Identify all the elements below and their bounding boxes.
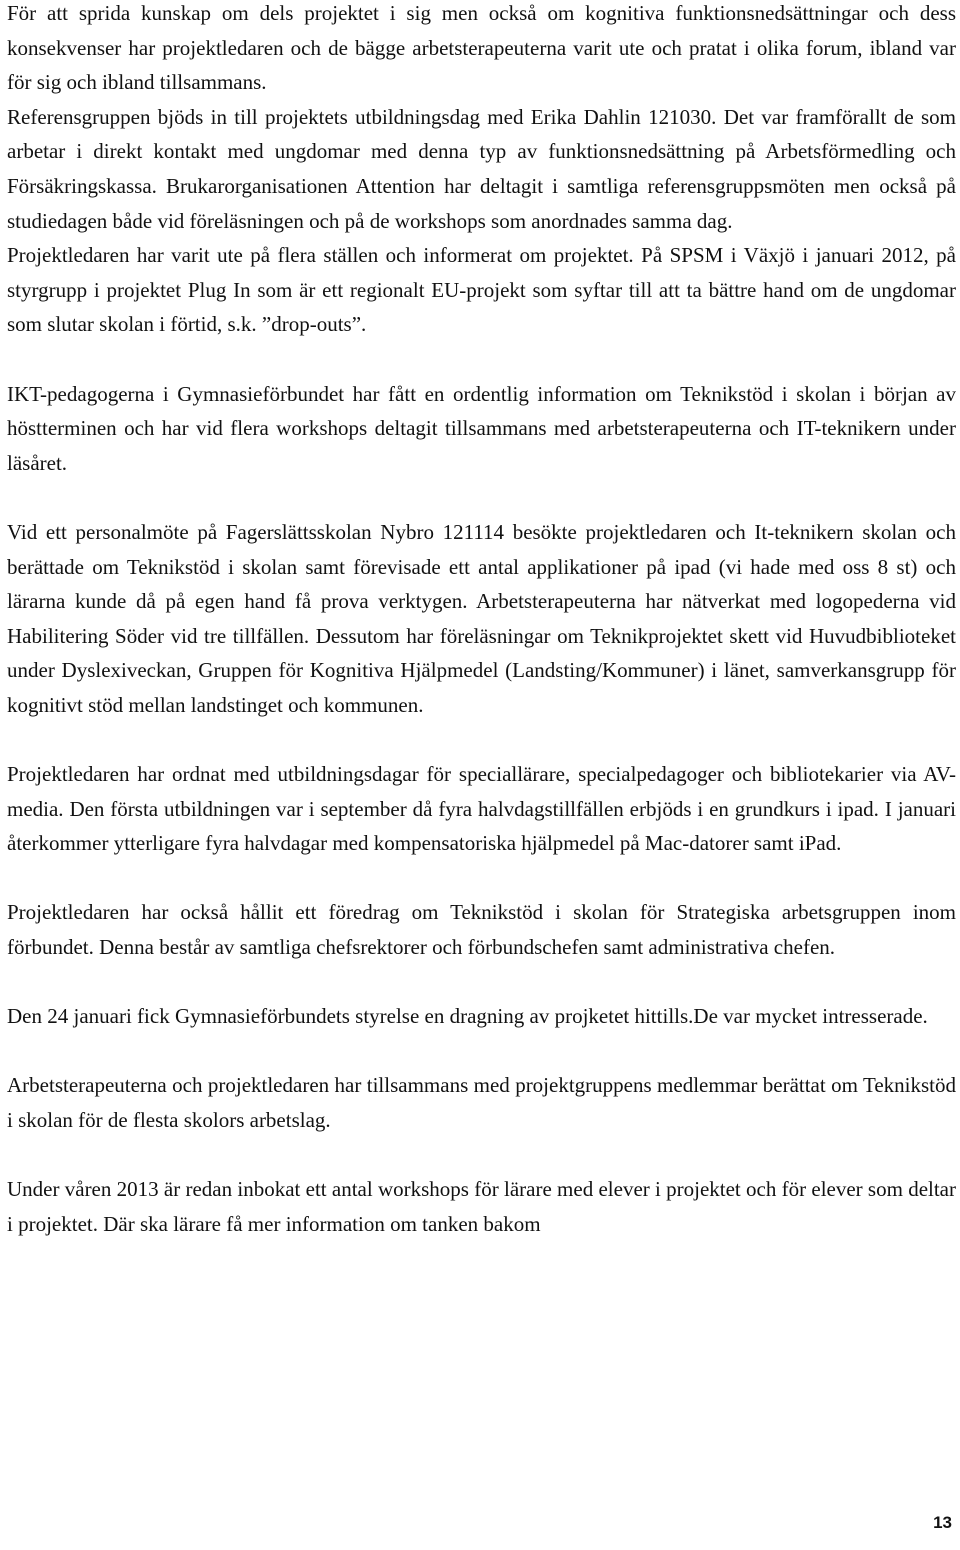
- paragraph-reference-group: Referensgruppen bjöds in till projektets utbildningsdag med Erika Dahlin 121030. Det var framförallt de som arbetar i direkt kontakt med ungdomar med denna typ av funktionsnedsättning på Arbetsförmedling och Försäkringskassa. Brukarorganisationen Attention har deltagit i samtliga referensgruppsmöten men också på studiedagen både vid föreläsningen och på de workshops som anordnades samma dag.: [7, 104, 956, 233]
- paragraph-board-briefing: Den 24 januari fick Gymnasieförbundets styrelse en dragning av projketet hittills.De var mycket intresserade.: [7, 1004, 928, 1029]
- paragraph-spring-workshops: Under våren 2013 är redan inbokat ett antal workshops för lärare med elever i projektet och för elever som deltar i projektet. Där ska lärare få mer information om tanken bakom: [7, 1177, 956, 1236]
- paragraph-project-lead-info: Projektledaren har varit ute på flera ställen och informerat om projektet. På SPSM i Växjö i januari 2012, på styrgrupp i projektet Plug In som är ett regionalt EU-projekt som syftar till att ta bättre hand om de ungdomar som slutar skolan i förtid, s.k. ”drop-outs”.: [7, 243, 956, 337]
- paragraph-strategic-group: Projektledaren har också hållit ett föredrag om Teknikstöd i skolan för Strategiska arbetsgruppen inom förbundet. Denna består av samtliga chefsrektorer och förbundschefen samt administrativa chefen.: [7, 900, 956, 960]
- page-number: 13: [933, 1513, 952, 1532]
- paragraph-work-teams: Arbetsterapeuterna och projektledaren har tillsammans med projektgruppens medlemmar berättat om Teknikstöd i skolan för de flesta skolors arbetslag.: [7, 1073, 956, 1132]
- paragraph-training-days: Projektledaren har ordnat med utbildningsdagar för speciallärare, specialpedagoger och bibliotekarier via AV-media. Den första utbildningen var i september då fyra halvdagstillfällen erbjöds i en grundkurs i ipad. I januari återkommer ytterligare fyra halvdagar med kompensatoriska hjälpmedel på Mac-datorer samt iPad.: [7, 762, 956, 856]
- document-page: [7, 0, 956, 1241]
- paragraph-forum-outreach: För att sprida kunskap om dels projektet i sig men också om kognitiva funktionsnedsättningar och dess konsekvenser har projektledaren och de bägge arbetsterapeuterna varit ute och pratat i olika forum, ibland var för sig och ibland tillsammans.: [7, 1, 956, 95]
- paragraph-ikt-pedagogues: IKT-pedagogerna i Gymnasieförbundet har fått en ordentlig information om Teknikstöd i skolan i början av höstterminen och har vid flera workshops deltagit tillsammans med arbetsterapeuterna och IT-teknikern under läsåret.: [7, 381, 956, 475]
- paragraph-staff-meeting: Vid ett personalmöte på Fagerslättsskolan Nybro 121114 besökte projektledaren och It-teknikern skolan och berättade om Teknikstöd i skolan samt förevisade ett antal applikationer på ipad (vi hade med oss 8 st) och lärarna kunde då på egen hand få prova verktygen. Arbetsterapeuterna har nätverkat med logopederna vid Habilitering Söder vid tre tillfällen. Dessutom har föreläsningar om Teknikprojektet skett vid Huvudbiblioteket under Dyslexiveckan, Gruppen för Kognitiva Hjälpmedel (Landsting/Kommuner) i länet, samverkansgrupp för kognitivt stöd mellan landstinget och kommunen.: [7, 519, 956, 717]
